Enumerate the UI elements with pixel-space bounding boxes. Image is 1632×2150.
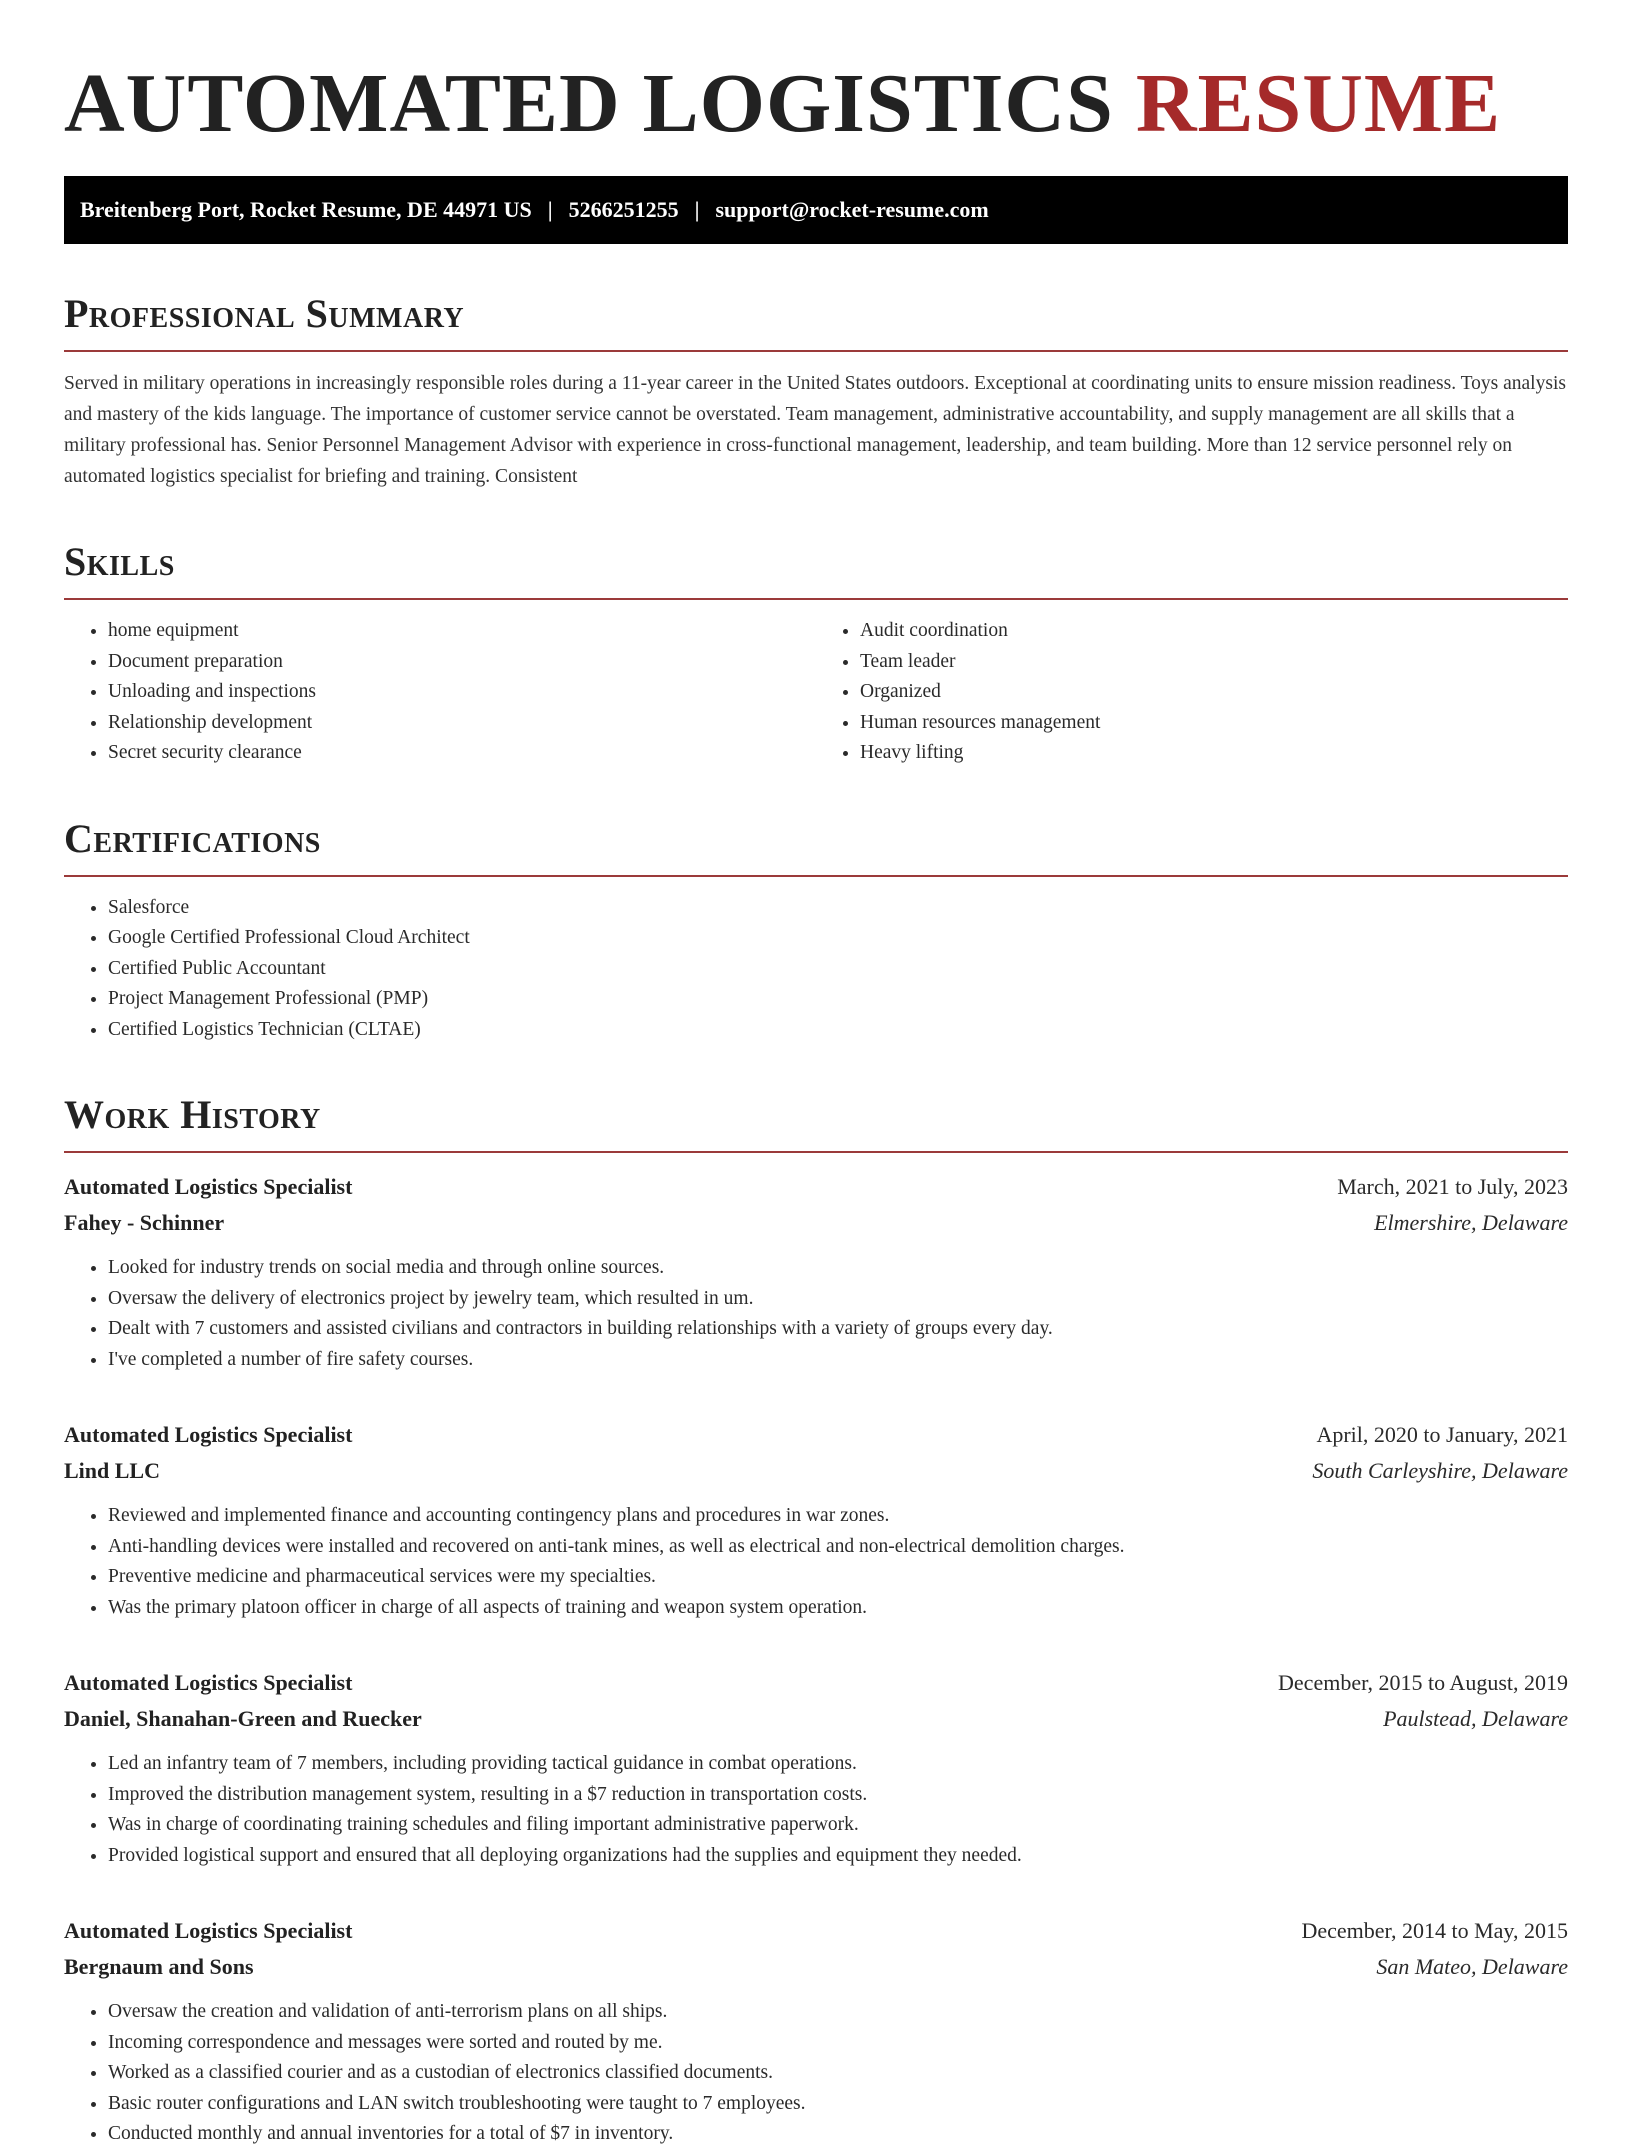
certifications-list bbox=[64, 893, 1568, 1046]
skills-heading: Skills bbox=[64, 539, 175, 584]
job-dates: April, 2020 to January, 2021 bbox=[1316, 1422, 1568, 1447]
job-bullet: • Improved the distribution management system, resulting in a $7 reduction in transportation costs. bbox=[108, 1780, 1568, 1811]
summary-section bbox=[64, 290, 1568, 492]
contact-bar bbox=[64, 176, 1568, 244]
certification-item: • Certified Public Accountant bbox=[108, 954, 1568, 985]
skill-item: • Team leader bbox=[860, 647, 1568, 678]
job-company: Fahey - Schinner bbox=[64, 1210, 225, 1235]
job-dates: December, 2014 to May, 2015 bbox=[1301, 1918, 1568, 1943]
section-divider bbox=[64, 598, 1568, 600]
job-bullet: • Provided logistical support and ensured that all deploying organizations had the supplies and equipment they needed. bbox=[108, 1841, 1568, 1872]
contact-phone[interactable]: 5266251255 bbox=[568, 197, 679, 222]
certifications-section bbox=[64, 815, 1568, 1046]
title-accent: RESUME bbox=[1135, 57, 1502, 150]
certification-item: • Salesforce bbox=[108, 893, 1568, 924]
section-divider bbox=[64, 875, 1568, 877]
job-bullet: • Looked for industry trends on social media and through online sources. bbox=[108, 1253, 1568, 1284]
certification-item: • Google Certified Professional Cloud Architect bbox=[108, 923, 1568, 954]
summary-text: Served in military operations in increasingly responsible roles during a 11-year career in the United States outdoors. Exceptional at coordinating units to ensure mission readiness. Toys analysis and mastery of the kids language. The importance of customer service cannot be overstated. Team management, administrative accountability, and supply management are all skills that a military professional has. Senior Personnel Management Advisor with experience in cross-functional management, leadership, and team building. More than 12 service personnel rely on automated logistics specialist for briefing and training. Consistent bbox=[64, 373, 1566, 487]
job-bullets bbox=[64, 1749, 1568, 1871]
summary-heading: Professional Summary bbox=[64, 291, 465, 336]
job-subheader-row bbox=[64, 1453, 1568, 1489]
skills-list-right bbox=[816, 616, 1568, 769]
skill-item: • Organized bbox=[860, 677, 1568, 708]
job-title: Automated Logistics Specialist bbox=[64, 1918, 353, 1943]
job-bullet: • Basic router configurations and LAN switch troubleshooting were taught to 7 employees. bbox=[108, 2089, 1568, 2120]
job-header-row bbox=[64, 1913, 1568, 1949]
job-bullets bbox=[64, 1253, 1568, 1375]
skill-item: • Audit coordination bbox=[860, 616, 1568, 647]
job-title: Automated Logistics Specialist bbox=[64, 1670, 353, 1695]
contact-separator: | bbox=[694, 197, 700, 222]
work-history-heading: Work History bbox=[64, 1092, 321, 1137]
job-location: South Carleyshire, Delaware bbox=[1312, 1458, 1568, 1483]
job-header-row bbox=[64, 1169, 1568, 1205]
skill-item: • Human resources management bbox=[860, 708, 1568, 739]
section-divider bbox=[64, 1151, 1568, 1153]
job-company: Bergnaum and Sons bbox=[64, 1954, 254, 1979]
contact-email[interactable]: support@rocket-resume.com bbox=[715, 197, 989, 222]
certification-item: • Project Management Professional (PMP) bbox=[108, 984, 1568, 1015]
job-bullet: • Led an infantry team of 7 members, including providing tactical guidance in combat operations. bbox=[108, 1749, 1568, 1780]
job-bullet: • Worked as a classified courier and as a custodian of electronics classified documents. bbox=[108, 2058, 1568, 2089]
job-bullet: • I've completed a number of fire safety courses. bbox=[108, 1345, 1568, 1376]
skills-columns bbox=[64, 616, 1568, 769]
job-bullet: • Preventive medicine and pharmaceutical services were my specialties. bbox=[108, 1562, 1568, 1593]
job-title: Automated Logistics Specialist bbox=[64, 1174, 353, 1199]
job-header-row bbox=[64, 1417, 1568, 1453]
job-dates: March, 2021 to July, 2023 bbox=[1337, 1174, 1568, 1199]
job-subheader-row bbox=[64, 1205, 1568, 1241]
job-bullet: • Anti-handling devices were installed and recovered on anti-tank mines, as well as electrical and non-electrical demolition charges. bbox=[108, 1532, 1568, 1563]
skill-item: • Document preparation bbox=[108, 647, 816, 678]
job-bullet: • Was the primary platoon officer in charge of all aspects of training and weapon system operation. bbox=[108, 1593, 1568, 1624]
section-divider bbox=[64, 350, 1568, 352]
title-main: AUTOMATED LOGISTICS bbox=[64, 57, 1114, 150]
job-subheader-row bbox=[64, 1701, 1568, 1737]
job-bullets bbox=[64, 1997, 1568, 2150]
job-location: San Mateo, Delaware bbox=[1376, 1954, 1568, 1979]
job-entry bbox=[64, 1169, 1568, 1375]
job-bullet: • Was in charge of coordinating training schedules and filing important administrative paperwork. bbox=[108, 1810, 1568, 1841]
work-history-section bbox=[64, 1091, 1568, 2150]
job-bullets bbox=[64, 1501, 1568, 1623]
job-bullet: • Oversaw the creation and validation of anti-terrorism plans on all ships. bbox=[108, 1997, 1568, 2028]
job-entry bbox=[64, 1913, 1568, 2150]
skill-item: • Heavy lifting bbox=[860, 738, 1568, 769]
skills-section bbox=[64, 538, 1568, 769]
job-subheader-row bbox=[64, 1949, 1568, 1985]
skill-item: • home equipment bbox=[108, 616, 816, 647]
job-title: Automated Logistics Specialist bbox=[64, 1422, 353, 1447]
job-bullet: • Dealt with 7 customers and assisted civilians and contractors in building relationships with a variety of groups every day. bbox=[108, 1314, 1568, 1345]
job-bullet: • Conducted monthly and annual inventories for a total of $7 in inventory. bbox=[108, 2119, 1568, 2150]
job-bullet: • Oversaw the delivery of electronics project by jewelry team, which resulted in um. bbox=[108, 1284, 1568, 1315]
job-company: Lind LLC bbox=[64, 1458, 160, 1483]
skill-item: • Unloading and inspections bbox=[108, 677, 816, 708]
job-location: Paulstead, Delaware bbox=[1383, 1706, 1568, 1731]
job-entry bbox=[64, 1665, 1568, 1871]
job-header-row bbox=[64, 1665, 1568, 1701]
certifications-heading: Certifications bbox=[64, 815, 321, 861]
job-bullet: • Reviewed and implemented finance and accounting contingency plans and procedures in war zones. bbox=[108, 1501, 1568, 1532]
skill-item: • Secret security clearance bbox=[108, 738, 816, 769]
resume-title bbox=[64, 0, 1568, 152]
job-dates: December, 2015 to August, 2019 bbox=[1278, 1670, 1568, 1695]
skill-item: • Relationship development bbox=[108, 708, 816, 739]
job-company: Daniel, Shanahan-Green and Ruecker bbox=[64, 1706, 422, 1731]
contact-address: Breitenberg Port, Rocket Resume, DE 44971 US bbox=[80, 197, 532, 222]
job-location: Elmershire, Delaware bbox=[1374, 1210, 1568, 1235]
job-entry bbox=[64, 1417, 1568, 1623]
skills-list-left bbox=[64, 616, 816, 769]
job-bullet: • Incoming correspondence and messages were sorted and routed by me. bbox=[108, 2028, 1568, 2059]
certification-item: • Certified Logistics Technician (CLTAE) bbox=[108, 1015, 1568, 1046]
contact-separator: | bbox=[547, 197, 553, 222]
